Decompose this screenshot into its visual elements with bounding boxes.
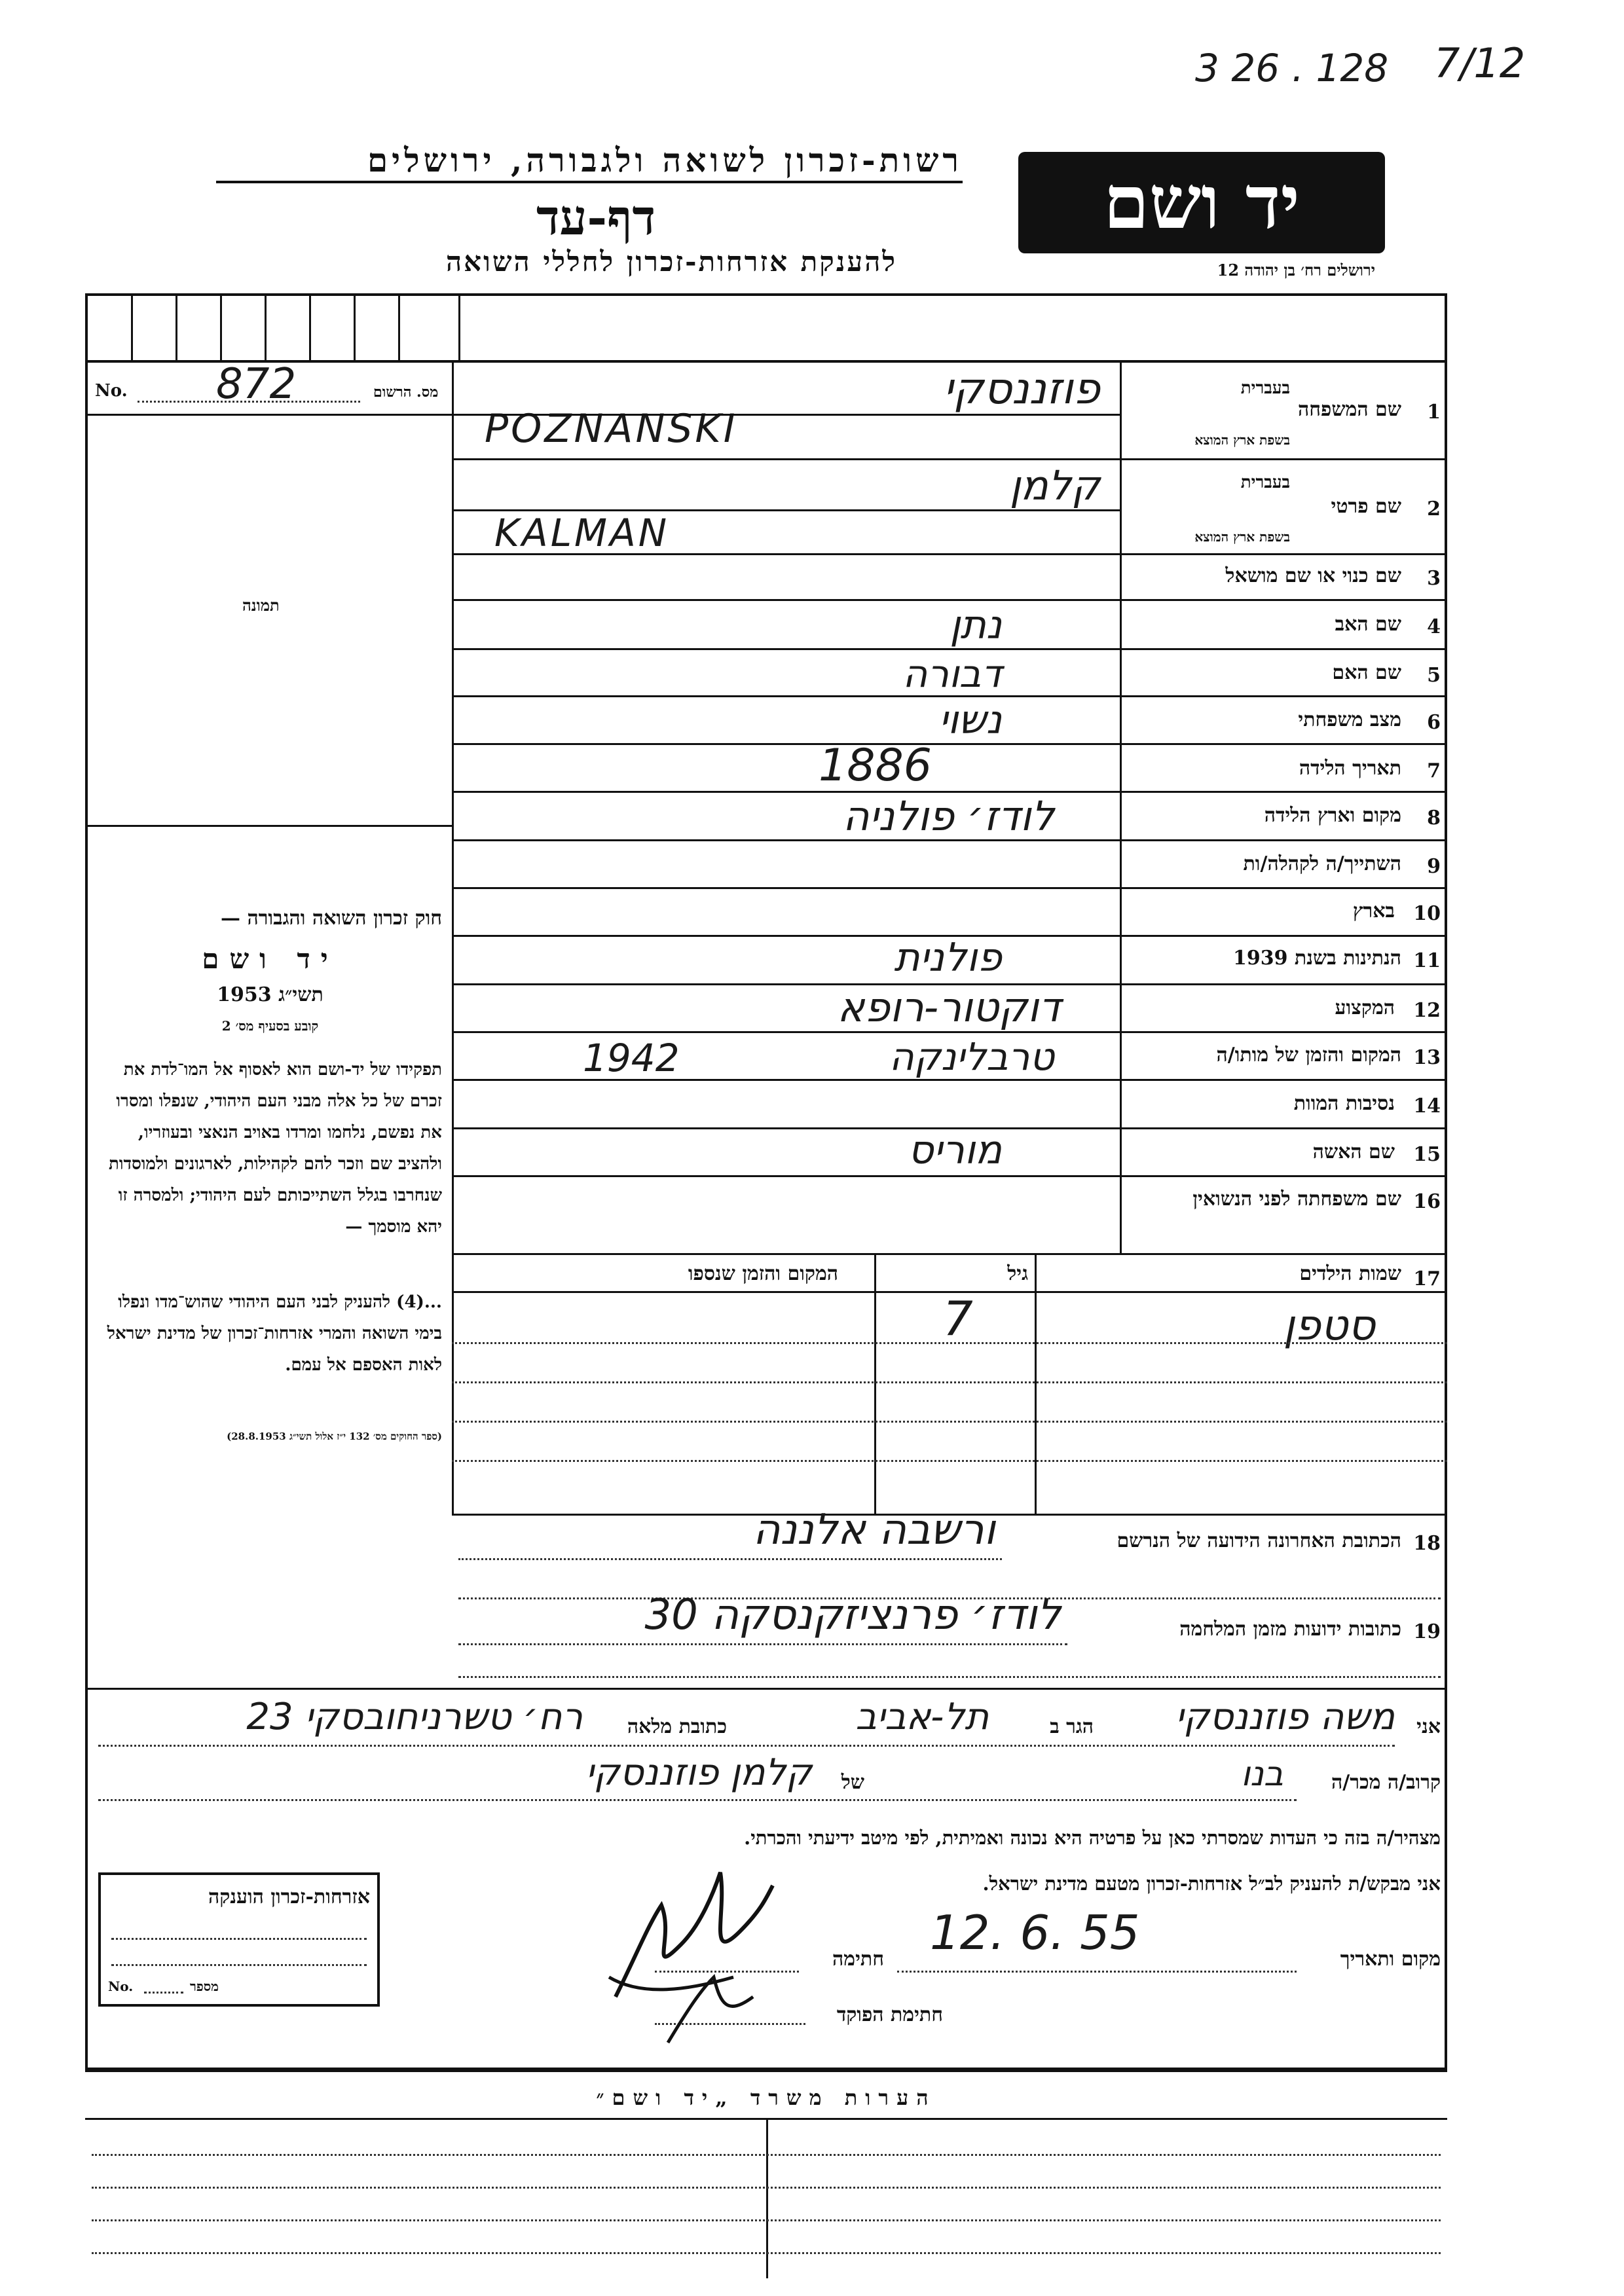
field-2-mid-line <box>452 509 1120 511</box>
law-clause: קובע בסעיף מס׳ 2 <box>221 1018 319 1034</box>
declaration-ani: אני <box>1416 1715 1441 1738</box>
field-8-number: 8 <box>1427 807 1441 829</box>
field-17-number: 17 <box>1413 1267 1441 1290</box>
form-title: דף-עד <box>536 190 656 246</box>
field-1-sub-hebrew: בעברית <box>1240 378 1290 398</box>
law-title: חוק זכרון השואה והגבורה — <box>221 907 442 930</box>
field-1-number: 1 <box>1427 401 1441 424</box>
office-notes-line <box>92 2187 1441 2189</box>
field-14-label: נסיבות המוות <box>1293 1092 1395 1115</box>
relation-value: בנו <box>1240 1755 1283 1794</box>
declaration-line-1 <box>98 1745 1395 1747</box>
office-notes-divider <box>766 2118 768 2278</box>
field-11-label: הנתינות בשנת 1939 <box>1232 947 1401 970</box>
field-1-label: שם המשפחה <box>1297 398 1401 421</box>
field-5-number: 5 <box>1427 664 1441 687</box>
children-col-place: המקום והזמן שנספו <box>688 1262 838 1285</box>
registration-divider <box>85 414 452 416</box>
field-3-label: שם כנוי או שם מושאל <box>1225 564 1401 587</box>
field-15-value: מוריס <box>908 1127 1002 1173</box>
declarant-city: תל-אביב <box>855 1696 989 1738</box>
field-6-number: 6 <box>1427 711 1441 734</box>
field-1-bottom <box>452 458 1447 460</box>
field-7-label: תאריך הלידה <box>1299 757 1401 780</box>
registration-line <box>138 401 360 403</box>
law-source: (ספר החוקים מס׳ 132 י״ז אלול תשי״ג 28.8.1953) <box>227 1430 442 1442</box>
office-notes-line <box>92 2252 1441 2254</box>
declaration-line-2 <box>98 1799 1297 1801</box>
declarant-signature <box>589 1846 864 2056</box>
signature-label: חתימה <box>832 1948 884 1971</box>
field-15-bottom <box>452 1175 1447 1177</box>
field-14-number: 14 <box>1413 1095 1441 1118</box>
field-4-label: שם האב <box>1335 613 1401 636</box>
field-2-sub-hebrew: בעברית <box>1240 473 1290 492</box>
law-clause4: ...(4) להעניק לבני העם היהודי שהוש־מדו ונפלו בימי השואה והמרי אזרחות־זכרון של מדינת ישראל לאות האספם אל עמם. <box>107 1292 442 1375</box>
field-7-number: 7 <box>1427 759 1441 782</box>
archive-number: 3 26 . 128 <box>1195 46 1389 90</box>
field-13-bottom <box>452 1079 1447 1081</box>
field-11-value: פולנית <box>894 935 1002 981</box>
law-year: תשי״ג 1953 <box>217 983 323 1006</box>
field-12-value: דוקטור-רופא <box>837 983 1061 1031</box>
field-13-value: טרבלינקה <box>889 1034 1054 1079</box>
field-4-bottom <box>452 648 1447 650</box>
field-6-bottom <box>452 743 1447 745</box>
photo-divider <box>85 825 452 827</box>
field-8-bottom <box>452 839 1447 841</box>
law-body: תפקידו של יד-ושם הוא לאסוף אל המו־לדת את זכרם של כל אלה מבני העם היהודי, שנפלו ומסרו את נפשם, נלחמו ומרדו באויב הנאצי ובעוזריו, ולהציב שם וזכר להם לקהילות, לארגונים ולמוסדות שנחרבו בגלל השתייכותם לעם היהודי; ולמסרה זו יהא מוסמך — <box>108 1060 442 1237</box>
of-label: של <box>841 1771 864 1794</box>
registration-no-label: No. <box>95 381 128 401</box>
field-19-line-2 <box>458 1676 1441 1678</box>
field-7-value: 1886 <box>819 740 932 792</box>
children-row-line <box>452 1342 1447 1344</box>
field-5-value: דבורה <box>902 651 1002 696</box>
field-5-label: שם האם <box>1332 661 1401 684</box>
registration-label: מס. הרשום <box>373 384 439 401</box>
yad-vashem-logo: יד ושם <box>1018 152 1385 253</box>
field-2-label: שם פרטי <box>1331 495 1401 518</box>
field-13-label: המקום והזמן של מותו/ה <box>1216 1044 1401 1066</box>
field-1-mid-line <box>452 414 1120 416</box>
office-notes-line <box>92 2219 1441 2221</box>
field-18-label: הכתובת האחרונה הידועה של הנרשם <box>1116 1529 1401 1552</box>
field-16-number: 16 <box>1413 1190 1441 1213</box>
field-8-value: לודז׳ פולניה <box>843 792 1054 840</box>
authority-title: רשות-זכרון לשואה ולגבורה, ירושלים <box>216 141 963 183</box>
place-date-label: מקום ותאריך <box>1340 1948 1441 1971</box>
field-18-number: 18 <box>1413 1532 1441 1555</box>
field-16-bottom <box>452 1253 1447 1255</box>
office-notes-line <box>92 2154 1441 2156</box>
date-line <box>897 1971 1297 1973</box>
field-2-number: 2 <box>1427 498 1441 520</box>
field-15-number: 15 <box>1413 1143 1441 1166</box>
declaration-date: 12. 6. 55 <box>930 1905 1140 1960</box>
field-2-bottom <box>452 553 1447 555</box>
strip-cell <box>309 293 311 363</box>
declaration-request: אני מבקש/ת להעניק לב״ל אזרחות-זכרון מטעם מדינת ישראל. <box>982 1872 1441 1895</box>
field-3-number: 3 <box>1427 567 1441 590</box>
section-divider <box>85 1688 1447 1690</box>
field-13-year: 1942 <box>583 1036 680 1080</box>
certificate-line-1 <box>111 1938 367 1940</box>
strip-cell <box>265 293 267 363</box>
of-name: קלמן פוזננסקי <box>585 1751 812 1794</box>
label-column-border <box>1120 363 1122 1253</box>
strip-cell <box>354 293 356 363</box>
field-4-number: 4 <box>1427 615 1441 638</box>
field-16-label: שם משפחתה לפני הנשואין <box>1192 1188 1401 1211</box>
children-row-line <box>452 1421 1447 1423</box>
field-12-label: המקצוע <box>1335 996 1395 1019</box>
archive-mark: 7/12 <box>1434 39 1526 87</box>
field-1-value-hebrew: פוזננסקי <box>943 363 1100 414</box>
child-1-age: 7 <box>943 1291 973 1346</box>
address-label: כתובת מלאה <box>627 1715 727 1738</box>
field-18-value: ורשבה אלננה <box>752 1506 995 1554</box>
declarant-name: משה פוזננסקי <box>1175 1696 1395 1738</box>
field-4-value: נתן <box>950 602 1002 648</box>
officer-signature-label: חתימת הפוקד <box>836 2003 943 2026</box>
field-6-value: נשוי <box>938 697 1002 743</box>
field-12-number: 12 <box>1413 999 1441 1022</box>
field-6-label: מצב משפחתי <box>1298 708 1401 731</box>
logo-address: ירושלים רח׳ בן יהודה 12 <box>1217 261 1375 280</box>
certificate-no-label: No. <box>108 1978 134 1994</box>
field-18-line <box>458 1558 1002 1560</box>
registration-number: 872 <box>216 360 297 409</box>
field-9-label: השתייך/ה לקהלה/ות <box>1243 852 1401 875</box>
form-subtitle: להענקת אזרחות-זכרון לחללי השואה <box>445 246 897 278</box>
field-8-label: מקום וארץ הלידה <box>1264 804 1401 827</box>
left-column-border <box>452 363 454 1514</box>
field-12-bottom <box>452 1031 1447 1033</box>
certificate-number-label: מספר <box>190 1978 219 1994</box>
office-notes-top <box>85 2070 1447 2072</box>
certificate-number-line <box>144 1992 183 1994</box>
certificate-line-2 <box>111 1964 367 1966</box>
field-13-number: 13 <box>1413 1046 1441 1069</box>
children-col-age: גיל <box>1007 1262 1028 1285</box>
field-1-sub-origin: בשפת ארץ המוצא <box>1194 432 1290 448</box>
field-1-value-origin: POZNANSKI <box>485 406 738 452</box>
field-2-sub-origin: בשפת ארץ המוצא <box>1194 529 1290 545</box>
field-2-value-hebrew: קלמן <box>1009 462 1100 509</box>
strip-divider <box>458 293 460 363</box>
field-10-label: בארץ <box>1352 900 1395 922</box>
field-11-number: 11 <box>1413 949 1441 972</box>
field-15-label: שם האשה <box>1312 1140 1395 1163</box>
field-9-number: 9 <box>1427 855 1441 878</box>
office-notes-title: הערות משרד „יד ושם״ <box>596 2085 936 2110</box>
children-row-line <box>452 1460 1447 1462</box>
strip-cell <box>220 293 222 363</box>
field-9-bottom <box>452 887 1447 889</box>
relation-label: קרוב/ה מכר/ה <box>1331 1771 1441 1794</box>
photo-label: תמונה <box>242 596 280 615</box>
resides-label: הגר ב <box>1050 1715 1094 1738</box>
declaration-statement: מצהיר/ה בזה כי העדות שמסרתי כאן על פרטיה היא נכונה ואמיתית, לפי מיטב ידיעתי והכרתי. <box>744 1827 1441 1849</box>
field-19-line <box>458 1643 1067 1645</box>
children-col-names: שמות הילדים <box>1299 1262 1401 1285</box>
strip-cell <box>175 293 177 363</box>
children-row-line <box>452 1381 1447 1383</box>
strip-cell <box>398 293 400 363</box>
field-3-bottom <box>452 599 1447 601</box>
field-2-value-origin: KALMAN <box>494 511 670 555</box>
declarant-address: רח׳ טשרניחובסקי 23 <box>246 1696 583 1738</box>
field-19-number: 19 <box>1413 1620 1441 1643</box>
field-10-number: 10 <box>1413 902 1441 925</box>
certificate-title: אזרחות-זכרון הוענקה <box>208 1886 370 1908</box>
field-19-label: כתובות ידועות מזמן המלחמה <box>1179 1618 1401 1641</box>
strip-cell <box>131 293 133 363</box>
top-strip <box>85 293 1447 363</box>
law-name: יד ושם <box>202 943 339 975</box>
child-1-name: סטפן <box>1283 1302 1375 1350</box>
field-19-value: לודז׳ פרנציזקנסקה 30 <box>644 1591 1061 1639</box>
